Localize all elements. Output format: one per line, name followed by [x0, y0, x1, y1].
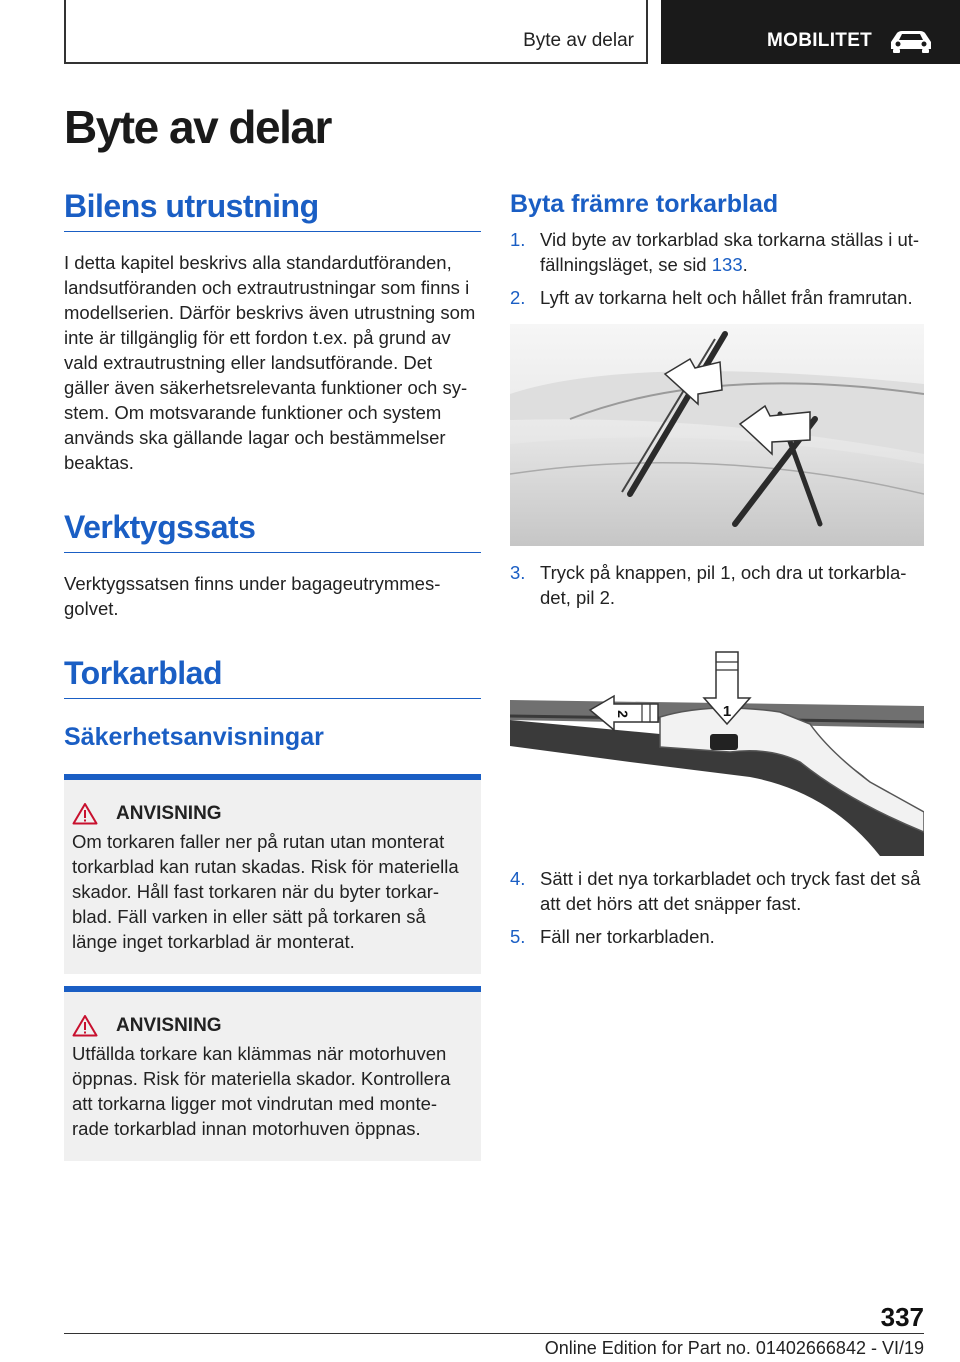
- header-section-title: Byte av delar: [523, 30, 634, 51]
- subsection-title-safety: Säkerhetsanvisningar: [64, 723, 324, 751]
- equipment-text: I detta kapitel beskrivs alla standardutföranden, landsutföranden och extrautrustningar som finns i modellserien. Därför beskrivs även utrustning som inte är tillgänglig för ett fordon t.ex. på grund av vald extrautrustning eller landsutförande. Det gäller även säkerhetsrelevanta funktioner och sy‐ stem. Om motsvarande funktioner och system används ska gällande lagar och bestämmelser beaktas.: [64, 252, 476, 473]
- step-text: Fäll ner torkarbladen.: [540, 926, 715, 947]
- car-icon: [887, 28, 935, 54]
- note-label: ANVISNING: [116, 1014, 222, 1036]
- section-title-equipment: Bilens utrustning: [64, 188, 481, 232]
- footer-edition: Online Edition for Part no. 01402666842 - VI/19: [544, 1338, 924, 1358]
- footer-divider: [64, 1333, 924, 1334]
- section-title-toolkit: Verktygssats: [64, 509, 481, 553]
- page-title: Byte av delar: [64, 101, 331, 153]
- note-label: ANVISNING: [116, 802, 222, 824]
- step-number: 4.: [510, 868, 526, 889]
- step-2: [510, 285, 924, 310]
- step-4: [510, 866, 924, 916]
- step-1: [510, 227, 924, 277]
- step-number: 1.: [510, 229, 526, 250]
- wiper-release-figure: [510, 642, 924, 856]
- chapter-tab-label: MOBILITET: [767, 30, 873, 51]
- arrow-2-label: 2: [615, 710, 631, 718]
- step-number: 5.: [510, 926, 526, 947]
- arrow-1-label: 1: [722, 703, 732, 720]
- step-3: [510, 560, 924, 610]
- right-column: [510, 188, 924, 949]
- wiper-windshield-figure: [510, 324, 924, 546]
- step-text: Vid byte av torkarblad ska torkarna ställas i ut‐ fällningsläget, se sid: [540, 229, 920, 275]
- toolkit-text: Verktygssatsen finns under bagageutrymmes‐ golvet.: [64, 573, 441, 619]
- page-number: 337: [880, 1302, 924, 1332]
- note-text: Utfällda torkare kan klämmas när motorhuven öppnas. Risk för materiella skador. Kontrollera att torkarna ligger mot vindrutan med monte‐ rade torkarblad innan motorhuven öppnas.: [72, 1043, 451, 1139]
- note-text: Om torkaren faller ner på rutan utan monterat torkarblad kan rutan skadas. Risk för materiella skador. Håll fast torkaren när du byter torkar‐ blad. Fäll varken in eller sätt på torkaren så länge inget torkarblad är monterat.: [72, 831, 459, 952]
- step-text-end: .: [742, 254, 748, 275]
- step-text: Lyft av torkarna helt och hållet från framrutan.: [540, 287, 913, 308]
- section-title-replace-front-wipers: Byta främre torkarblad: [510, 190, 779, 218]
- safety-note-1: [64, 774, 481, 974]
- warning-triangle-icon: [72, 802, 98, 825]
- step-number: 3.: [510, 562, 526, 583]
- safety-note-2: [64, 986, 481, 1161]
- section-title-wiper-blades: Torkarblad: [64, 655, 481, 699]
- chapter-tab: [661, 0, 960, 64]
- page-reference-link[interactable]: 133: [711, 254, 743, 275]
- step-number: 2.: [510, 287, 526, 308]
- left-column: [64, 188, 481, 1161]
- warning-triangle-icon: [72, 1014, 98, 1037]
- step-text: Sätt i det nya torkarbladet och tryck fast det så att det hörs att det snäpper fast.: [540, 868, 921, 914]
- step-5: [510, 924, 924, 949]
- step-text: Tryck på knappen, pil 1, och dra ut torkarbla‐ det, pil 2.: [540, 562, 907, 608]
